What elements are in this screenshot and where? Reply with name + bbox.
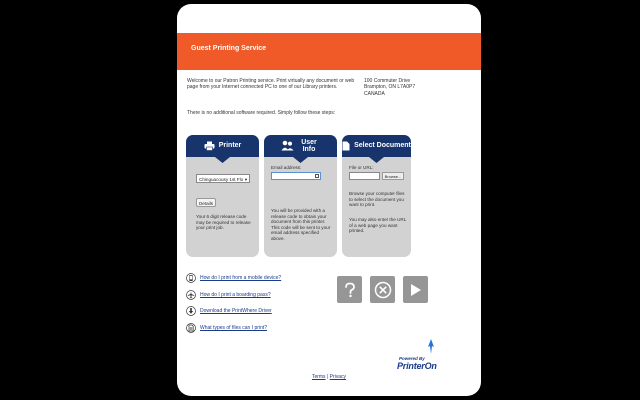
- printer-step-header: [186, 135, 259, 156]
- document-step-title: Select Document: [354, 142, 411, 149]
- help-link-label[interactable]: Download the PrintWhere Driver: [200, 308, 272, 315]
- logo-figure-icon: [425, 338, 437, 355]
- play-icon: [410, 283, 422, 297]
- footer-separator: |: [326, 374, 329, 380]
- address-line-2: Brampton, ON L7A0P7: [364, 84, 416, 91]
- file-url-field[interactable]: [349, 172, 380, 180]
- user-step-notch: [264, 156, 337, 164]
- printer-step-notch: [186, 156, 259, 164]
- user-step-header: [264, 135, 337, 156]
- help-link-driver[interactable]: [186, 303, 281, 320]
- document-icon: [186, 323, 196, 333]
- document-note-browse: Browse your computer files to select the document you want to print.: [349, 191, 405, 208]
- printer-note: Your 6 digit release code may be required to release your print job.: [196, 214, 251, 231]
- next-button[interactable]: [403, 276, 428, 303]
- help-button[interactable]: [337, 276, 362, 303]
- intro-text: Welcome to our Patron Printing service. Print virtually any document or web page from your Internet connected PC to one of our Library printers.: [187, 78, 355, 91]
- terms-link[interactable]: Terms: [311, 374, 326, 380]
- autofill-icon: [315, 174, 319, 178]
- help-link-boarding-pass[interactable]: [186, 287, 281, 304]
- user-step-title: User Info: [301, 138, 317, 153]
- help-link-label[interactable]: How do I print a boarding pass?: [200, 291, 271, 298]
- document-step-notch: [342, 156, 411, 164]
- steps-note: There is no additional software required. Simply follow these steps:: [187, 110, 336, 116]
- user-step-panel: [264, 135, 337, 257]
- document-note-url: You may also enter the URL of a web page you want printed.: [349, 217, 407, 234]
- brand-name-part1: Printer: [397, 361, 425, 371]
- privacy-link[interactable]: Privacy: [329, 374, 347, 380]
- document-icon: [342, 141, 350, 151]
- email-label: Email address:: [271, 165, 302, 170]
- mobile-icon: [186, 273, 196, 283]
- details-button[interactable]: Details: [196, 198, 216, 207]
- brand-name-part2: On: [424, 361, 437, 371]
- help-link-label[interactable]: How do I print from a mobile device?: [200, 275, 282, 282]
- browse-button[interactable]: Browse...: [382, 172, 404, 180]
- address-line-3: CANADA: [364, 90, 385, 97]
- help-links: [186, 270, 281, 336]
- footer: [177, 374, 481, 380]
- users-icon: [281, 140, 294, 151]
- address-line-1: 100 Commuter Drive: [364, 78, 411, 84]
- printing-page: [177, 4, 481, 396]
- file-label: File or URL:: [349, 165, 374, 170]
- help-link-label[interactable]: What types of files can I print?: [200, 324, 267, 331]
- user-note: You will be provided with a release code to obtain your document from this printer. This code will be sent to your email address specified above.: [271, 208, 331, 241]
- banner: [177, 33, 481, 70]
- download-icon: [186, 306, 196, 316]
- chevron-down-icon: ▼: [244, 177, 248, 182]
- powered-by-label: Powered By: [399, 356, 425, 361]
- email-field[interactable]: [271, 172, 321, 180]
- printer-icon: [204, 141, 215, 151]
- cancel-icon: [374, 281, 392, 299]
- printeron-logo: [391, 336, 463, 372]
- help-link-mobile[interactable]: [186, 270, 281, 287]
- address: [364, 78, 464, 97]
- printer-select[interactable]: [196, 174, 250, 183]
- airplane-icon: [186, 290, 196, 300]
- help-link-file-types[interactable]: [186, 320, 281, 337]
- question-icon: [344, 282, 356, 298]
- printer-step-panel: [186, 135, 259, 257]
- printer-select-value: Chinguacousy 1st Flo: [199, 177, 244, 182]
- document-step-header: [342, 135, 411, 156]
- cancel-button[interactable]: [370, 276, 395, 303]
- document-step-panel: [342, 135, 411, 257]
- brand-name: [397, 361, 437, 371]
- printer-step-title: Printer: [218, 142, 242, 149]
- page-title: Guest Printing Service: [191, 45, 267, 52]
